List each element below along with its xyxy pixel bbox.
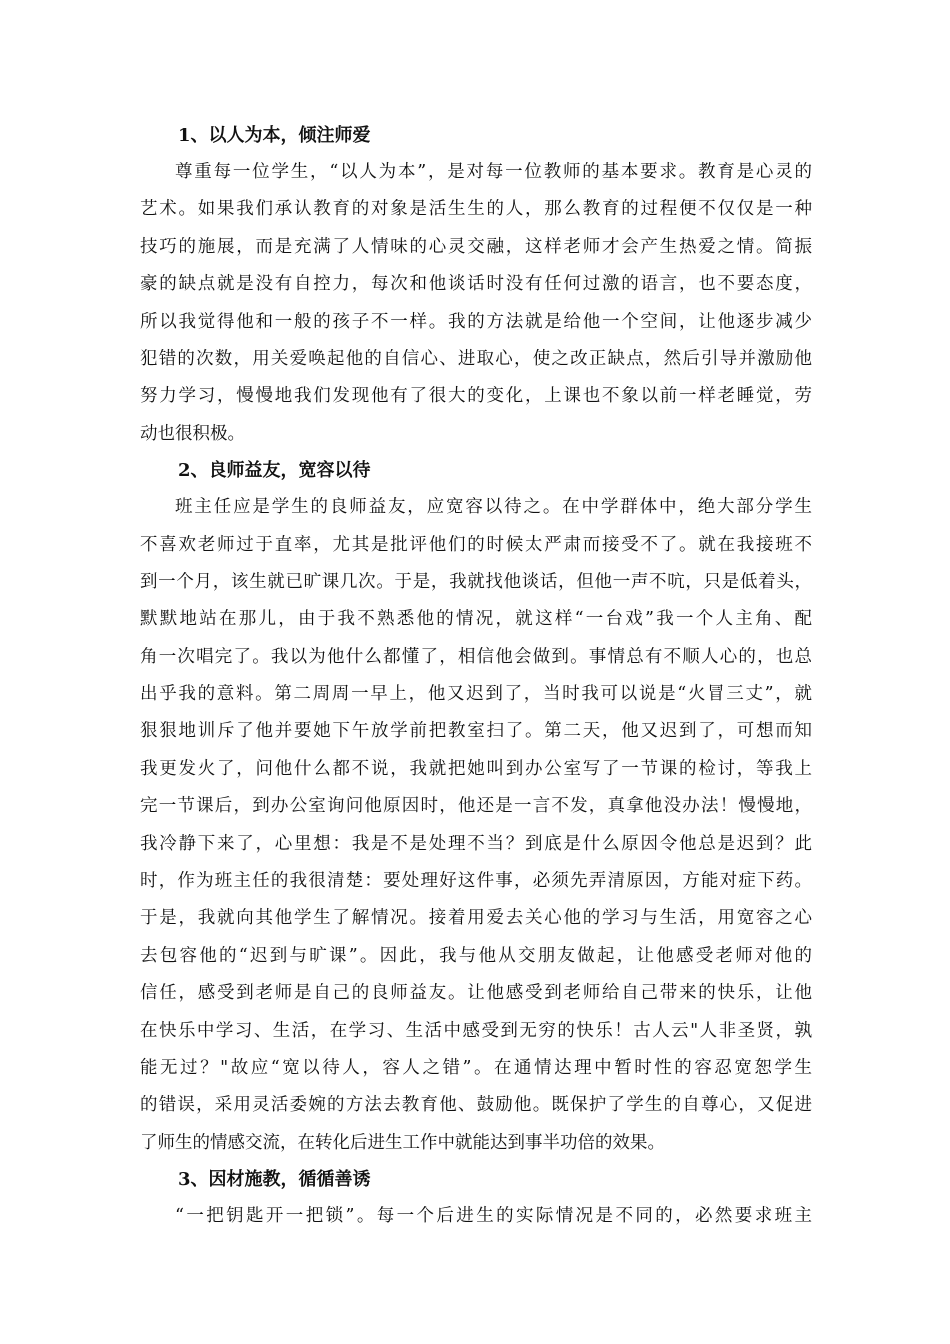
- section-heading: 3、因材施教，循循善诱: [178, 1169, 371, 1191]
- paragraph-line: 了师生的情感交流，在转化后进生工作中就能达到事半功倍的效果。: [140, 1132, 665, 1153]
- paragraph-line: 默默地站在那儿，由于我不熟悉他的情况，就这样“一台戏”我一个人主角、配: [140, 609, 812, 630]
- paragraph-line: 出乎我的意料。第二周周一早上，他又迟到了，当时我可以说是“火冒三丈”，就: [140, 684, 812, 705]
- paragraph-line: 我冷静下来了，心里想：我是不是处理不当？到底是什么原因令他总是迟到？此: [140, 833, 812, 854]
- paragraph-line: 信任，感受到老师是自己的良师益友。让他感受到老师给自己带来的快乐，让他: [140, 983, 812, 1004]
- paragraph-line: 去包容他的“迟到与旷课”。因此，我与他从交朋友做起，让他感受老师对他的: [140, 945, 812, 966]
- paragraph-line: 我更发火了，问他什么都不说，我就把她叫到办公室写了一节课的检讨，等我上: [140, 758, 812, 779]
- section-paragraph: [140, 1198, 812, 1235]
- paragraph-line: 时，作为班主任的我很清楚：要处理好这件事，必须先弄清原因，方能对症下药。: [140, 871, 812, 892]
- paragraph-line: 于是，我就向其他学生了解情况。接着用爱去关心他的学习与生活，用宽容之心: [140, 908, 812, 929]
- paragraph-line: 角一次唱完了。我以为他什么都懂了，相信他会做到。事情总有不顺人心的，也总: [140, 646, 812, 667]
- paragraph-line: 技巧的施展，而是充满了人情味的心灵交融，这样老师才会产生热爱之情。简振: [140, 236, 812, 257]
- paragraph-line: 努力学习，慢慢地我们发现他有了很大的变化，上课也不象以前一样老睡觉，劳: [140, 386, 812, 407]
- paragraph-line: 犯错的次数，用关爱唤起他的自信心、进取心，使之改正缺点，然后引导并激励他: [140, 348, 812, 369]
- document-body: [140, 118, 812, 1236]
- paragraph-line: 所以我觉得他和一般的孩子不一样。我的方法就是给他一个空间，让他逐步减少: [140, 311, 812, 332]
- section-paragraph: [140, 154, 812, 453]
- paragraph-line: 完一节课后，到办公室询问他原因时，他还是一言不发，真拿他没办法！慢慢地，: [140, 796, 812, 817]
- paragraph-line: 在快乐中学习、生活，在学习、生活中感受到无穷的快乐！古人云"人非圣贤，孰: [140, 1020, 812, 1041]
- paragraph-line: 到一个月，该生就已旷课几次。于是，我就找他谈话，但他一声不吭，只是低着头，: [140, 571, 812, 592]
- paragraph-line: 不喜欢老师过于直率，尤其是批评他们的时候太严肃而接受不了。就在我接班不: [140, 534, 812, 555]
- section-heading: 1、以人为本，倾注师爱: [178, 125, 371, 146]
- paragraph-line: 豪的缺点就是没有自控力，每次和他谈话时没有任何过激的语言，也不要态度，: [140, 274, 812, 295]
- paragraph-line: 的错误，采用灵活委婉的方法去教育他、鼓励他。既保护了学生的自尊心，又促进: [140, 1095, 812, 1116]
- paragraph-line: 尊重每一位学生，“以人为本”，是对每一位教师的基本要求。教育是心灵的: [175, 162, 812, 182]
- paragraph-line: 能无过？"故应“宽以待人，容人之错”。在通情达理中暂时性的容忍宽恕学生: [140, 1057, 812, 1078]
- paragraph-line: “一把钥匙开一把锁”。每一个后进生的实际情况是不同的，必然要求班主: [175, 1206, 812, 1227]
- section-paragraph: [140, 489, 812, 1162]
- section-heading: 2、良师益友，宽容以待: [178, 460, 371, 482]
- paragraph-line: 狠狠地训斥了他并要她下午放学前把教室扫了。第二天，他又迟到了，可想而知: [140, 721, 812, 742]
- paragraph-line: 班主任应是学生的良师益友，应宽容以待之。在中学群体中，绝大部分学生: [175, 497, 812, 518]
- paragraph-line: 动也很积极。: [140, 423, 245, 444]
- paragraph-line: 艺术。如果我们承认教育的对象是活生生的人，那么教育的过程便不仅仅是一种: [140, 199, 812, 220]
